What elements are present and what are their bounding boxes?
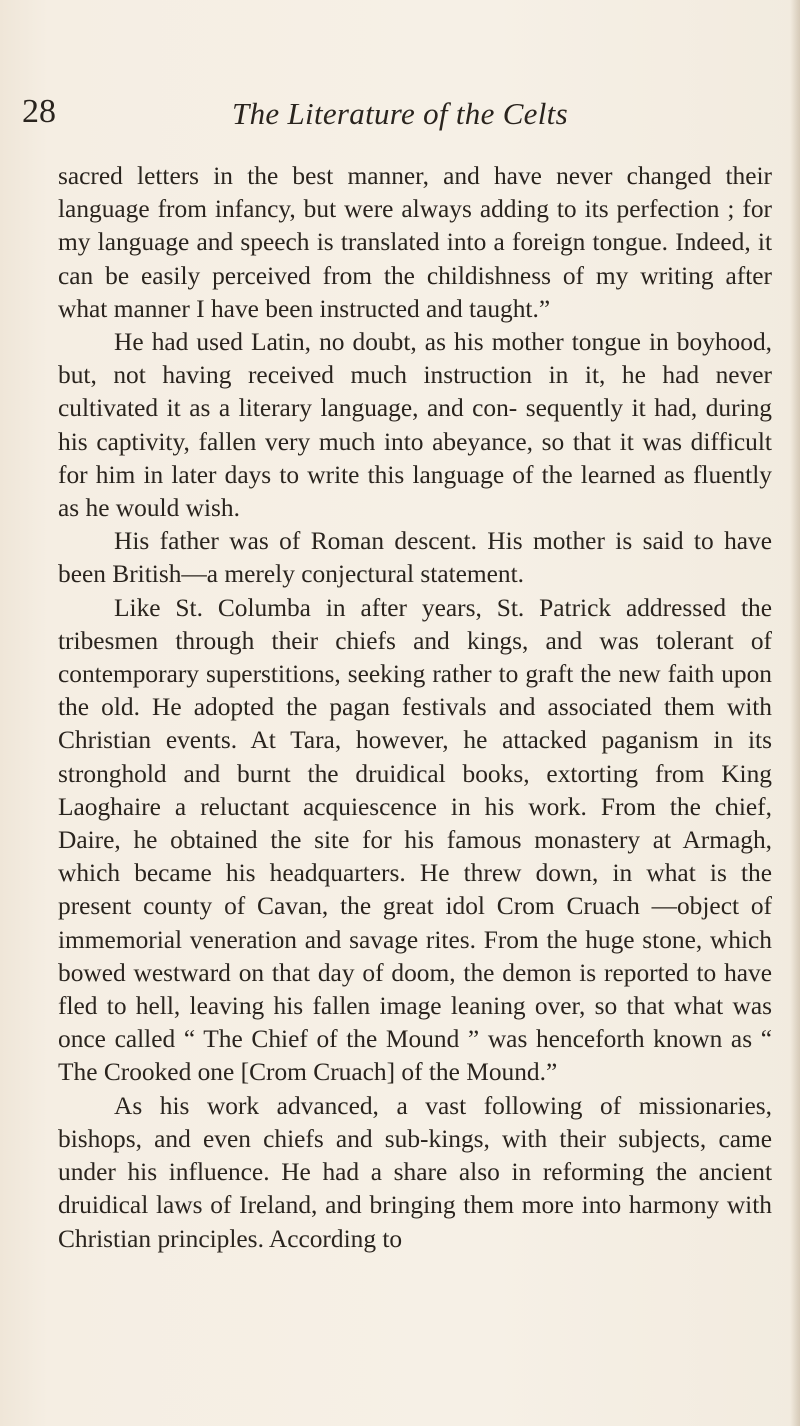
paragraph-parents: His father was of Roman descent. His mother is said to have been British—a merely conjectural statement. xyxy=(58,527,772,589)
body-text xyxy=(58,160,772,1256)
running-title: The Literature of the Celts xyxy=(232,96,568,131)
page-edge-shadow xyxy=(790,0,800,1426)
paragraph-influence: As his work advanced, a vast following of missionaries, bishops, and even chiefs and sub-kings, with their subjects, came under his influence. He had a share also in reforming the ancient druidical laws of Ireland, and bringing them more into harmony with Christian principles. According to xyxy=(58,1091,772,1253)
paragraph-continuation: sacred letters in the best manner, and have never changed their language from infancy, but were always adding to its perfection ; for my language and speech is translated into a foreign tongue. Indeed, it can be easily perceived from the childishness of my writing after what manner I have been instructed and taught.” xyxy=(58,162,772,323)
page-number: 28 xyxy=(22,93,56,130)
paragraph-latin: He had used Latin, no doubt, as his mother tongue in boyhood, but, not having received much instruction in it, he had never cultivated it as a literary language, and con- sequently it had, during his captivity, fallen very much into abeyance, so that it was difficult for him in later days to write this language of the learned as fluently as he would wish. xyxy=(58,328,772,523)
page-header xyxy=(0,92,800,142)
paragraph-columba: Like St. Columba in after years, St. Patrick addressed the tribesmen through their chiefs and kings, and was tolerant of contemporary superstitions, seeking rather to graft the new faith upon the old. He adopted the pagan festivals and associated them with Christian events. At Tara, however, he attacked paganism in its stronghold and burnt the druidical books, extorting from King Laoghaire a reluctant acquiescence in his work. From the chief, Daire, he obtained the site for his famous monastery at Armagh, which became his headquarters. He threw down, in what is the present county of Cavan, the great idol Crom Cruach —object of immemorial veneration and savage rites. From the huge stone, which bowed westward on that day of doom, the demon is reported to have fled to hell, leaving his fallen image leaning over, so that what was once called “ The Chief of the Mound ” was henceforth known as “ The Crooked one [Crom Cruach] of the Mound.” xyxy=(58,593,772,1087)
